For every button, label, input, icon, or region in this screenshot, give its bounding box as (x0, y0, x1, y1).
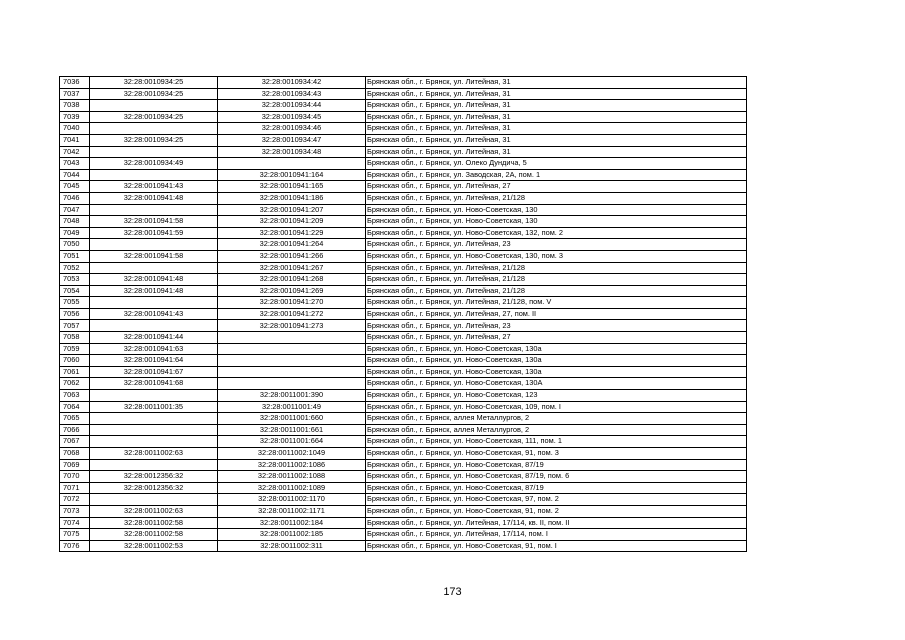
row-number-cell: 7047 (60, 204, 90, 216)
row-number-cell: 7041 (60, 134, 90, 146)
parent-cadastral-number-cell: 32:28:0010941:43 (90, 308, 218, 320)
address-cell: Брянская обл., г. Брянск, ул. Литейная, 21/128 (366, 285, 747, 297)
cadastral-number-cell: 32:28:0011001:664 (218, 436, 366, 448)
parent-cadastral-number-cell: 32:28:0010941:63 (90, 343, 218, 355)
address-cell: Брянская обл., г. Брянск, ул. Ново-Советская, 109, пом. I (366, 401, 747, 413)
row-number-cell: 7075 (60, 529, 90, 541)
table-row (60, 505, 747, 517)
parent-cadastral-number-cell: 32:28:0010941:44 (90, 332, 218, 344)
table-row (60, 413, 747, 425)
table-row (60, 448, 747, 460)
row-number-cell: 7049 (60, 227, 90, 239)
address-cell: Брянская обл., г. Брянск, ул. Ново-Советская, 130а (366, 343, 747, 355)
cadastral-number-cell: 32:28:0010941:272 (218, 308, 366, 320)
cadastral-number-cell: 32:28:0010941:164 (218, 169, 366, 181)
address-cell: Брянская обл., г. Брянск, ул. Ново-Советская, 130 (366, 216, 747, 228)
table-row (60, 216, 747, 228)
table-row (60, 181, 747, 193)
parent-cadastral-number-cell: 32:28:0011002:58 (90, 529, 218, 541)
page-number: 173 (443, 586, 462, 598)
cadastral-number-cell: 32:28:0010934:42 (218, 77, 366, 89)
parent-cadastral-number-cell: 32:28:0011001:35 (90, 401, 218, 413)
cadastral-number-cell: 32:28:0010941:266 (218, 250, 366, 262)
cadastral-number-cell: 32:28:0011002:1171 (218, 505, 366, 517)
cadastral-number-cell (218, 332, 366, 344)
table-row (60, 169, 747, 181)
table-row (60, 123, 747, 135)
parent-cadastral-number-cell (90, 297, 218, 309)
cadastral-number-cell (218, 158, 366, 170)
address-cell: Брянская обл., г. Брянск, ул. Литейная, 27 (366, 332, 747, 344)
table-row (60, 158, 747, 170)
cadastral-number-cell: 32:28:0010941:229 (218, 227, 366, 239)
cadastral-number-cell: 32:28:0011002:311 (218, 540, 366, 552)
table-row (60, 227, 747, 239)
parent-cadastral-number-cell: 32:28:0010941:68 (90, 378, 218, 390)
row-number-cell: 7045 (60, 181, 90, 193)
address-cell: Брянская обл., г. Брянск, ул. Литейная, 31 (366, 77, 747, 89)
parent-cadastral-number-cell: 32:28:0012356:32 (90, 482, 218, 494)
row-number-cell: 7074 (60, 517, 90, 529)
address-cell: Брянская обл., г. Брянск, ул. Ново-Советская, 130 (366, 204, 747, 216)
table-row (60, 517, 747, 529)
address-cell: Брянская обл., г. Брянск, ул. Литейная, 27 (366, 181, 747, 193)
cadastral-number-cell: 32:28:0011001:661 (218, 424, 366, 436)
address-cell: Брянская обл., г. Брянск, ул. Литейная, 31 (366, 146, 747, 158)
row-number-cell: 7051 (60, 250, 90, 262)
cadastral-number-cell: 32:28:0010941:268 (218, 274, 366, 286)
parent-cadastral-number-cell: 32:28:0011002:63 (90, 505, 218, 517)
parent-cadastral-number-cell: 32:28:0011002:63 (90, 448, 218, 460)
row-number-cell: 7061 (60, 366, 90, 378)
address-cell: Брянская обл., г. Брянск, ул. Ново-Советская, 87/19 (366, 482, 747, 494)
address-cell: Брянская обл., г. Брянск, ул. Ново-Советская, 130А (366, 378, 747, 390)
parent-cadastral-number-cell: 32:28:0010941:48 (90, 274, 218, 286)
parent-cadastral-number-cell: 32:28:0010941:43 (90, 181, 218, 193)
address-cell: Брянская обл., г. Брянск, ул. Литейная, 23 (366, 239, 747, 251)
table-row (60, 494, 747, 506)
address-cell: Брянская обл., г. Брянск, ул. Литейная, 27, пом. II (366, 308, 747, 320)
row-number-cell: 7066 (60, 424, 90, 436)
table-row (60, 471, 747, 483)
parent-cadastral-number-cell (90, 424, 218, 436)
parent-cadastral-number-cell (90, 413, 218, 425)
parent-cadastral-number-cell: 32:28:0012356:32 (90, 471, 218, 483)
parent-cadastral-number-cell: 32:28:0010941:58 (90, 250, 218, 262)
row-number-cell: 7057 (60, 320, 90, 332)
table-row (60, 274, 747, 286)
address-cell: Брянская обл., г. Брянск, ул. Ново-Советская, 91, пом. 2 (366, 505, 747, 517)
cadastral-number-cell: 32:28:0011001:390 (218, 390, 366, 402)
parent-cadastral-number-cell: 32:28:0010934:25 (90, 77, 218, 89)
address-cell: Брянская обл., г. Брянск, ул. Ново-Советская, 91, пом. I (366, 540, 747, 552)
cadastral-number-cell: 32:28:0010934:45 (218, 111, 366, 123)
parent-cadastral-number-cell: 32:28:0010941:59 (90, 227, 218, 239)
row-number-cell: 7053 (60, 274, 90, 286)
parent-cadastral-number-cell: 32:28:0010941:67 (90, 366, 218, 378)
table-row (60, 366, 747, 378)
address-cell: Брянская обл., г. Брянск, ул. Литейная, 21/128 (366, 192, 747, 204)
cadastral-number-cell: 32:28:0011001:660 (218, 413, 366, 425)
parent-cadastral-number-cell (90, 169, 218, 181)
table-row (60, 297, 747, 309)
table-row (60, 77, 747, 89)
row-number-cell: 7071 (60, 482, 90, 494)
parent-cadastral-number-cell (90, 146, 218, 158)
parent-cadastral-number-cell (90, 204, 218, 216)
row-number-cell: 7072 (60, 494, 90, 506)
table-row (60, 204, 747, 216)
row-number-cell: 7069 (60, 459, 90, 471)
parent-cadastral-number-cell (90, 239, 218, 251)
cadastral-number-cell (218, 343, 366, 355)
row-number-cell: 7055 (60, 297, 90, 309)
address-cell: Брянская обл., г. Брянск, ул. Литейная, 23 (366, 320, 747, 332)
parent-cadastral-number-cell (90, 262, 218, 274)
cadastral-number-cell: 32:28:0011002:184 (218, 517, 366, 529)
parent-cadastral-number-cell: 32:28:0011002:58 (90, 517, 218, 529)
table-row (60, 390, 747, 402)
table-row (60, 262, 747, 274)
row-number-cell: 7042 (60, 146, 90, 158)
row-number-cell: 7068 (60, 448, 90, 460)
table-row (60, 332, 747, 344)
table-row (60, 401, 747, 413)
parent-cadastral-number-cell: 32:28:0010934:49 (90, 158, 218, 170)
parent-cadastral-number-cell (90, 123, 218, 135)
table-row (60, 239, 747, 251)
cadastral-number-cell: 32:28:0010941:207 (218, 204, 366, 216)
parent-cadastral-number-cell: 32:28:0010941:48 (90, 285, 218, 297)
row-number-cell: 7056 (60, 308, 90, 320)
parent-cadastral-number-cell (90, 436, 218, 448)
cadastral-number-cell: 32:28:0010941:165 (218, 181, 366, 193)
row-number-cell: 7054 (60, 285, 90, 297)
row-number-cell: 7038 (60, 100, 90, 112)
cadastral-number-cell: 32:28:0010934:48 (218, 146, 366, 158)
table-row (60, 192, 747, 204)
address-cell: Брянская обл., г. Брянск, ул. Ново-Советская, 87/19 (366, 459, 747, 471)
table-row (60, 540, 747, 552)
row-number-cell: 7062 (60, 378, 90, 390)
parent-cadastral-number-cell (90, 320, 218, 332)
address-cell: Брянская обл., г. Брянск, ул. Литейная, 31 (366, 100, 747, 112)
address-cell: Брянская обл., г. Брянск, аллея Металлургов, 2 (366, 413, 747, 425)
cadastral-number-cell: 32:28:0011002:185 (218, 529, 366, 541)
cadastral-number-cell: 32:28:0010941:273 (218, 320, 366, 332)
row-number-cell: 7048 (60, 216, 90, 228)
row-number-cell: 7064 (60, 401, 90, 413)
table-row (60, 250, 747, 262)
table-row (60, 378, 747, 390)
row-number-cell: 7058 (60, 332, 90, 344)
cadastral-number-cell: 32:28:0010934:44 (218, 100, 366, 112)
row-number-cell: 7044 (60, 169, 90, 181)
cadastral-number-cell (218, 378, 366, 390)
cadastral-number-cell: 32:28:0010934:43 (218, 88, 366, 100)
address-cell: Брянская обл., г. Брянск, ул. Заводская, 2А, пом. 1 (366, 169, 747, 181)
address-cell: Брянская обл., г. Брянск, ул. Литейная, 17/114, пом. I (366, 529, 747, 541)
row-number-cell: 7040 (60, 123, 90, 135)
address-cell: Брянская обл., г. Брянск, ул. Ново-Советская, 87/19, пом. 6 (366, 471, 747, 483)
table-row (60, 88, 747, 100)
row-number-cell: 7046 (60, 192, 90, 204)
cadastral-number-cell: 32:28:0010934:46 (218, 123, 366, 135)
table-row (60, 100, 747, 112)
address-cell: Брянская обл., г. Брянск, ул. Олеко Дундича, 5 (366, 158, 747, 170)
table-row (60, 436, 747, 448)
row-number-cell: 7060 (60, 355, 90, 367)
cadastral-number-cell: 32:28:0010941:264 (218, 239, 366, 251)
cadastral-number-cell (218, 366, 366, 378)
cadastral-number-cell: 32:28:0010941:270 (218, 297, 366, 309)
table-row (60, 355, 747, 367)
table-row (60, 459, 747, 471)
row-number-cell: 7076 (60, 540, 90, 552)
row-number-cell: 7067 (60, 436, 90, 448)
row-number-cell: 7070 (60, 471, 90, 483)
address-cell: Брянская обл., г. Брянск, ул. Ново-Советская, 130а (366, 355, 747, 367)
address-cell: Брянская обл., г. Брянск, ул. Литейная, 31 (366, 134, 747, 146)
parent-cadastral-number-cell: 32:28:0010941:48 (90, 192, 218, 204)
address-cell: Брянская обл., г. Брянск, ул. Ново-Советская, 130, пом. 3 (366, 250, 747, 262)
address-cell: Брянская обл., г. Брянск, ул. Ново-Советская, 130а (366, 366, 747, 378)
table-row (60, 424, 747, 436)
parent-cadastral-number-cell (90, 459, 218, 471)
row-number-cell: 7050 (60, 239, 90, 251)
row-number-cell: 7052 (60, 262, 90, 274)
table-row (60, 343, 747, 355)
table-row (60, 134, 747, 146)
row-number-cell: 7039 (60, 111, 90, 123)
table-row (60, 320, 747, 332)
row-number-cell: 7059 (60, 343, 90, 355)
parent-cadastral-number-cell: 32:28:0010934:25 (90, 88, 218, 100)
address-cell: Брянская обл., г. Брянск, ул. Ново-Советская, 123 (366, 390, 747, 402)
address-cell: Брянская обл., г. Брянск, ул. Литейная, 21/128, пом. V (366, 297, 747, 309)
cadastral-number-cell: 32:28:0011002:1170 (218, 494, 366, 506)
address-cell: Брянская обл., г. Брянск, ул. Литейная, 17/114, кв. II, пом. II (366, 517, 747, 529)
parent-cadastral-number-cell (90, 100, 218, 112)
registry-table (59, 76, 747, 552)
registry-table-body (60, 77, 747, 552)
address-cell: Брянская обл., г. Брянск, ул. Ново-Советская, 132, пом. 2 (366, 227, 747, 239)
address-cell: Брянская обл., г. Брянск, ул. Литейная, 31 (366, 88, 747, 100)
parent-cadastral-number-cell: 32:28:0011002:53 (90, 540, 218, 552)
cadastral-number-cell: 32:28:0011001:49 (218, 401, 366, 413)
row-number-cell: 7073 (60, 505, 90, 517)
table-row (60, 111, 747, 123)
cadastral-number-cell: 32:28:0010941:269 (218, 285, 366, 297)
address-cell: Брянская обл., г. Брянск, ул. Литейная, 31 (366, 111, 747, 123)
table-row (60, 482, 747, 494)
row-number-cell: 7036 (60, 77, 90, 89)
address-cell: Брянская обл., г. Брянск, ул. Ново-Советская, 97, пом. 2 (366, 494, 747, 506)
row-number-cell: 7065 (60, 413, 90, 425)
parent-cadastral-number-cell (90, 390, 218, 402)
cadastral-number-cell (218, 355, 366, 367)
row-number-cell: 7063 (60, 390, 90, 402)
parent-cadastral-number-cell: 32:28:0010934:25 (90, 134, 218, 146)
cadastral-number-cell: 32:28:0011002:1088 (218, 471, 366, 483)
table-row (60, 146, 747, 158)
cadastral-number-cell: 32:28:0010941:209 (218, 216, 366, 228)
parent-cadastral-number-cell: 32:28:0010941:64 (90, 355, 218, 367)
cadastral-number-cell: 32:28:0011002:1086 (218, 459, 366, 471)
address-cell: Брянская обл., г. Брянск, аллея Металлургов, 2 (366, 424, 747, 436)
parent-cadastral-number-cell: 32:28:0010934:25 (90, 111, 218, 123)
cadastral-number-cell: 32:28:0011002:1049 (218, 448, 366, 460)
row-number-cell: 7037 (60, 88, 90, 100)
address-cell: Брянская обл., г. Брянск, ул. Ново-Советская, 111, пом. 1 (366, 436, 747, 448)
parent-cadastral-number-cell: 32:28:0010941:58 (90, 216, 218, 228)
address-cell: Брянская обл., г. Брянск, ул. Литейная, 31 (366, 123, 747, 135)
parent-cadastral-number-cell (90, 494, 218, 506)
table-row (60, 285, 747, 297)
table-row (60, 308, 747, 320)
cadastral-number-cell: 32:28:0010941:267 (218, 262, 366, 274)
cadastral-number-cell: 32:28:0010941:186 (218, 192, 366, 204)
row-number-cell: 7043 (60, 158, 90, 170)
table-row (60, 529, 747, 541)
cadastral-number-cell: 32:28:0011002:1089 (218, 482, 366, 494)
address-cell: Брянская обл., г. Брянск, ул. Ново-Советская, 91, пом. 3 (366, 448, 747, 460)
address-cell: Брянская обл., г. Брянск, ул. Литейная, 21/128 (366, 262, 747, 274)
cadastral-number-cell: 32:28:0010934:47 (218, 134, 366, 146)
address-cell: Брянская обл., г. Брянск, ул. Литейная, 21/128 (366, 274, 747, 286)
